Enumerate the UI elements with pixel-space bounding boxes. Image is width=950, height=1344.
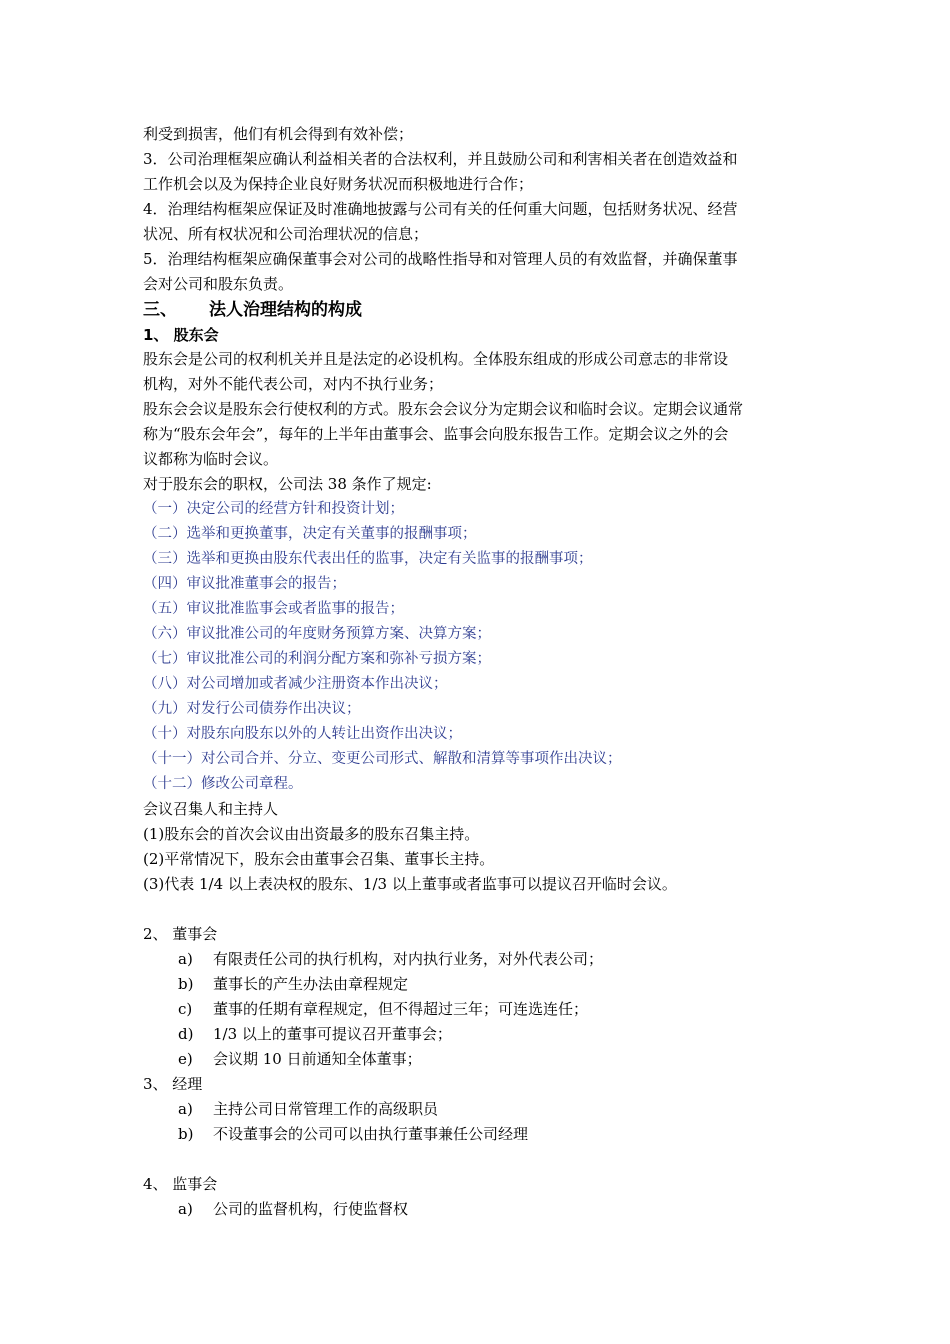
list-item [143, 1097, 813, 1122]
paragraph-line: (3)代表 1/4 以上表决权的股东、1/3 以上董事或者监事可以提议召开临时会议。 [143, 875, 677, 893]
subsection-heading-supervisors: 4、 监事会 [143, 1175, 218, 1193]
list-text: 不设董事会的公司可以由执行董事兼任公司经理 [213, 1125, 529, 1143]
paragraph-line: 对于股东会的职权，公司法 38 条作了规定: [143, 475, 432, 493]
manager-list [143, 1097, 813, 1147]
shareholders-paragraphs [143, 347, 813, 497]
list-marker: a) [178, 1200, 193, 1218]
list-text: 1/3 以上的董事可提议召开董事会； [213, 1025, 452, 1043]
paragraph-line: 利受到损害，他们有机会得到有效补偿； [143, 125, 414, 143]
list-text: 董事的任期有章程规定，但不得超过三年；可连选连任； [213, 1000, 589, 1018]
subsection-heading-manager: 3、 经理 [143, 1075, 203, 1093]
list-text: 有限责任公司的执行机构，对内执行业务，对外代表公司； [213, 950, 604, 968]
blank-line [143, 897, 813, 922]
list-item: （十二）修改公司章程。 [143, 776, 303, 792]
section-number: 三、 [143, 300, 177, 320]
list-item: （十一）对公司合并、分立、变更公司形式、解散和清算等事项作出决议； [143, 751, 622, 767]
paragraph-line: 4．治理结构框架应保证及时准确地披露与公司有关的任何重大问题，包括财务状况、经营 [143, 200, 738, 218]
list-marker: e) [178, 1050, 193, 1068]
board-list [143, 947, 813, 1072]
paragraph-line: 股东会是公司的权利机关并且是法定的必设机构。全体股东组成的形成公司意志的非常设 [143, 350, 729, 368]
paragraph-line: 机构，对外不能代表公司，对内不执行业务； [143, 375, 444, 393]
blank-line [143, 1147, 813, 1172]
paragraph-line: 会对公司和股东负责。 [143, 275, 294, 293]
list-item [143, 1122, 813, 1147]
paragraph-line: 会议召集人和主持人 [143, 800, 279, 818]
list-item: （八）对公司增加或者减少注册资本作出决议； [143, 676, 448, 692]
paragraph-line: 3．公司治理框架应确认利益相关者的合法权利，并且鼓励公司和利害相关者在创造效益和 [143, 150, 738, 168]
list-item [143, 997, 813, 1022]
list-item: （一）决定公司的经营方针和投资计划； [143, 501, 404, 517]
paragraph-line: 称为“股东会年会”，每年的上半年由董事会、监事会向股东报告工作。定期会议之外的会 [143, 425, 729, 443]
list-item: （三）选举和更换由股东代表出任的监事，决定有关监事的报酬事项； [143, 551, 593, 567]
shareholder-powers-list [143, 497, 813, 797]
list-marker: c) [178, 1000, 193, 1018]
subsection-heading-shareholders: 1、 股东会 [143, 326, 219, 344]
list-item: （十）对股东向股东以外的人转让出资作出决议； [143, 726, 462, 742]
list-marker: d) [178, 1025, 194, 1043]
list-item: （六）审议批准公司的年度财务预算方案、决算方案； [143, 626, 491, 642]
paragraph-line: 股东会会议是股东会行使权利的方式。股东会会议分为定期会议和临时会议。定期会议通常 [143, 400, 744, 418]
list-item [143, 1047, 813, 1072]
list-item: （四）审议批准董事会的报告； [143, 576, 346, 592]
paragraph-line: 议都称为临时会议。 [143, 450, 279, 468]
supervisors-list [143, 1197, 813, 1222]
list-item [143, 1022, 813, 1047]
section-title: 法人治理结构的构成 [209, 300, 362, 320]
subsection-heading-board: 2、 董事会 [143, 925, 218, 943]
list-text: 主持公司日常管理工作的高级职员 [213, 1100, 439, 1118]
list-marker: a) [178, 950, 193, 968]
list-item: （九）对发行公司债券作出决议； [143, 701, 361, 717]
document-page [143, 122, 813, 1222]
list-marker: b) [178, 975, 194, 993]
meeting-rules [143, 797, 813, 897]
list-item: （二）选举和更换董事，决定有关董事的报酬事项； [143, 526, 477, 542]
list-item [143, 947, 813, 972]
section-heading [143, 297, 813, 323]
paragraph-line: 工作机会以及为保持企业良好财务状况而积极地进行合作； [143, 175, 534, 193]
list-item [143, 1197, 813, 1222]
list-item [143, 972, 813, 997]
list-item: （七）审议批准公司的利润分配方案和弥补亏损方案； [143, 651, 491, 667]
list-marker: a) [178, 1100, 193, 1118]
list-marker: b) [178, 1125, 194, 1143]
list-text: 会议期 10 日前通知全体董事； [213, 1050, 422, 1068]
paragraph-line: (2)平常情况下，股东会由董事会召集、董事长主持。 [143, 850, 495, 868]
paragraph-line: 5．治理结构框架应确保董事会对公司的战略性指导和对管理人员的有效监督，并确保董事 [143, 250, 738, 268]
intro-paragraphs [143, 122, 813, 297]
list-item: （五）审议批准监事会或者监事的报告； [143, 601, 404, 617]
paragraph-line: 状况、所有权状况和公司治理状况的信息； [143, 225, 429, 243]
paragraph-line: (1)股东会的首次会议由出资最多的股东召集主持。 [143, 825, 480, 843]
list-text: 董事长的产生办法由章程规定 [213, 975, 409, 993]
list-text: 公司的监督机构，行使监督权 [213, 1200, 409, 1218]
